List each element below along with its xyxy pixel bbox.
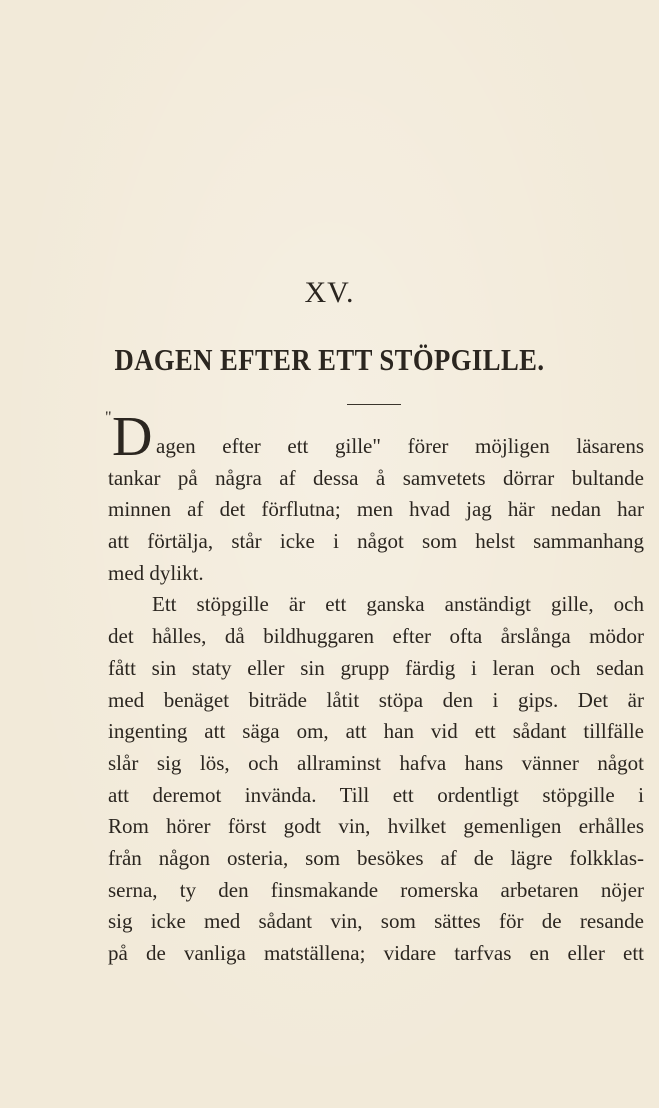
paragraph-2-line-7: att deremot invända. Till ett ordentligt stöpgille i xyxy=(108,782,644,807)
paragraph-2-line-5: ingenting att säga om, att han vid ett sådant tillfälle xyxy=(108,719,644,744)
paragraph-2-line-11: sig icke med sådant vin, som sättes för de resande xyxy=(108,909,644,934)
paragraph-2-line-3: fått sin staty eller sin grupp färdig i leran och sedan xyxy=(108,655,644,680)
opening-quote-mark: " xyxy=(105,409,112,426)
chapter-number: XV. xyxy=(304,276,355,309)
paragraph-2-line-10: serna, ty den finsmakande romerska arbetaren nöjer xyxy=(108,877,644,902)
paragraph-2-line-1: Ett stöpgille är ett ganska anständigt gille, och xyxy=(152,592,644,617)
paragraph-1-line-5: med dylikt. xyxy=(108,560,204,585)
title-divider-rule xyxy=(347,404,401,405)
paragraph-2-line-9: från någon osteria, som besökes af de lägre folkklas- xyxy=(108,845,644,870)
body-text xyxy=(105,406,644,970)
paragraph-2-line-4: med benäget biträde låtit stöpa den i gips. Det är xyxy=(108,687,644,712)
paragraph-1-line-2: tankar på några af dessa å samvetets dörrar bultande xyxy=(108,465,644,490)
paragraph-2-line-6: slår sig lös, och allraminst hafva hans vänner något xyxy=(108,750,644,775)
paragraph-2-line-12: på de vanliga matställena; vidare tarfvas en eller ett xyxy=(108,941,644,965)
paragraph-1 xyxy=(105,406,644,589)
paragraph-2 xyxy=(108,589,644,969)
chapter-title: DAGEN EFTER ETT STÖPGILLE. xyxy=(114,342,545,377)
paragraph-1-line-1-text: agen efter ett gille" förer möjligen läsarens xyxy=(156,434,644,458)
paragraph-1-line-3: minnen af det förflutna; men hvad jag här nedan har xyxy=(108,497,644,522)
drop-cap: D xyxy=(112,406,153,468)
paragraph-1-line-1 xyxy=(105,406,644,468)
paragraph-2-line-8: Rom hörer först godt vin, hvilket gemenligen erhålles xyxy=(108,814,644,839)
paragraph-2-line-2: det hålles, då bildhuggaren efter ofta årslånga mödor xyxy=(108,624,644,649)
paragraph-1-line-4: att förtälja, står icke i något som helst sammanhang xyxy=(108,529,644,554)
